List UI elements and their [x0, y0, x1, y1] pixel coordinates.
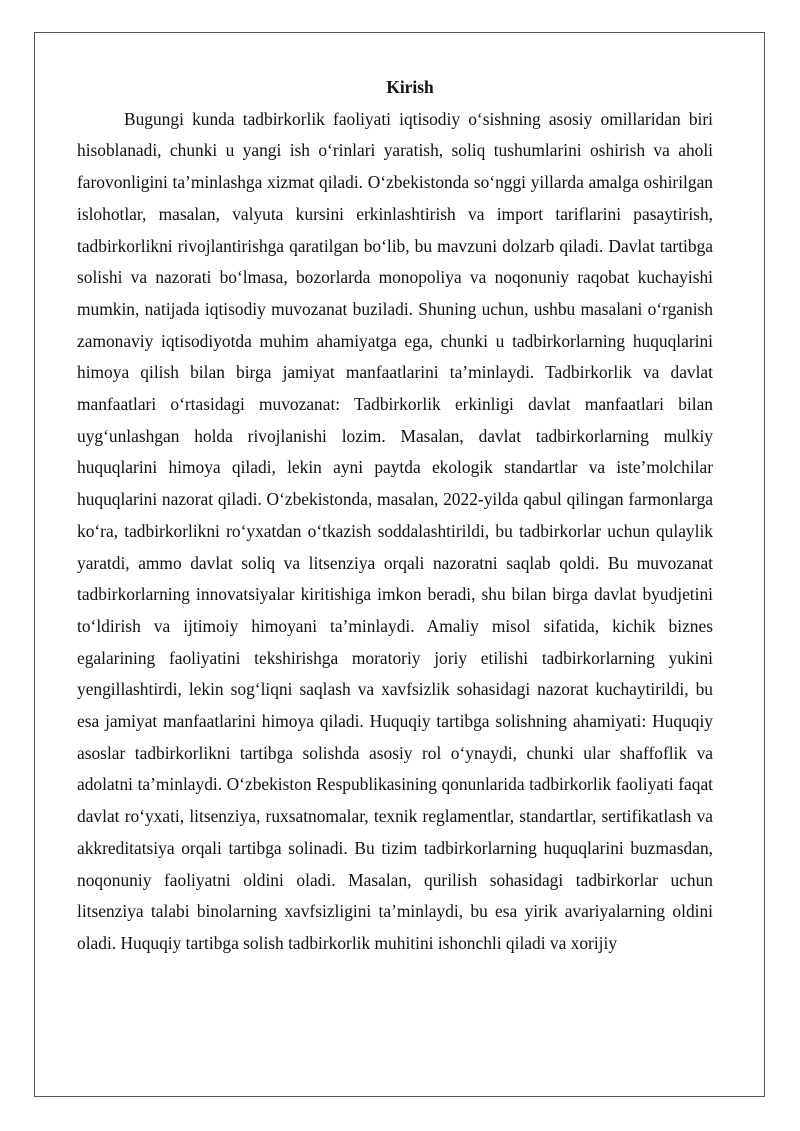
document-content	[77, 72, 713, 960]
document-title: Kirish	[386, 77, 434, 97]
body-paragraph: Bugungi kunda tadbirkorlik faoliyati iqtisodiy o‘sishning asosiy omillaridan biri hisoblanadi, chunki u yangi ish o‘rinlari yaratish, soliq tushumlarini oshirish va aholi farovonligini ta’minlashga xizmat qiladi. O‘zbekistonda so‘nggi yillarda amalga oshirilgan islohotlar, masalan, valyuta kursini erkinlashtirish va import tariflarini pasaytirish, tadbirkorlikni rivojlantirishga qaratilgan bo‘lib, bu mavzuni dolzarb qiladi. Davlat tartibga solishi va nazorati bo‘lmasa, bozorlarda monopoliya va noqonuniy raqobat kuchayishi mumkin, natijada iqtisodiy muvozanat buziladi. Shuning uchun, ushbu masalani o‘rganish zamonaviy iqtisodiyotda muhim ahamiyatga ega, chunki u tadbirkorlarning huquqlarini himoya qilish bilan birga jamiyat manfaatlarini ta’minlaydi. Tadbirkorlik va davlat manfaatlari o‘rtasidagi muvozanat: Tadbirkorlik erkinligi davlat manfaatlari bilan uyg‘unlashgan holda rivojlanishi lozim. Masalan, davlat tadbirkorlarning mulkiy huquqlarini himoya qiladi, lekin ayni paytda ekologik standartlar va iste’molchilar huquqlarini nazorat qiladi. O‘zbekistonda, masalan, 2022-yilda qabul qilingan farmonlarga ko‘ra, tadbirkorlikni ro‘yxatdan o‘tkazish soddalashtirildi, bu tadbirkorlar uchun qulaylik yaratdi, ammo davlat soliq va litsenziya orqali nazoratni saqlab qoldi. Bu muvozanat tadbirkorlarning innovatsiyalar kiritishiga imkon beradi, shu bilan birga davlat byudjetini to‘ldirish va ijtimoiy himoyani ta’minlaydi. Amaliy misol sifatida, kichik biznes egalarining faoliyatini tekshirishga moratoriy joriy etilishi tadbirkorlarning yukini yengillashtirdi, lekin sog‘liqni saqlash va xavfsizlik sohasidagi nazorat kuchaytirildi, bu esa jamiyat manfaatlarini himoya qiladi. Huquqiy tartibga solishning ahamiyati: Huquqiy asoslar tadbirkorlikni tartibga solishda asosiy rol o‘ynaydi, chunki ular shaffoflik va adolatni ta’minlaydi. O‘zbekiston Respublikasining qonunlarida tadbirkorlik faoliyati faqat davlat ro‘yxati, litsenziya, ruxsatnomalar, texnik reglamentlar, standartlar, sertifikatlash va akkreditatsiya orqali tartibga solinadi. Bu tizim tadbirkorlarning huquqlarini buzmasdan, noqonuniy faoliyatni oldini oladi. Masalan, qurilish sohasidagi tadbirkorlar uchun litsenziya talabi binolarning xavfsizligini ta’minlaydi, bu esa yirik avariyalarning oldini oladi. Huquqiy tartibga solish tadbirkorlik muhitini ishonchli qiladi va xorijiy	[77, 108, 713, 953]
